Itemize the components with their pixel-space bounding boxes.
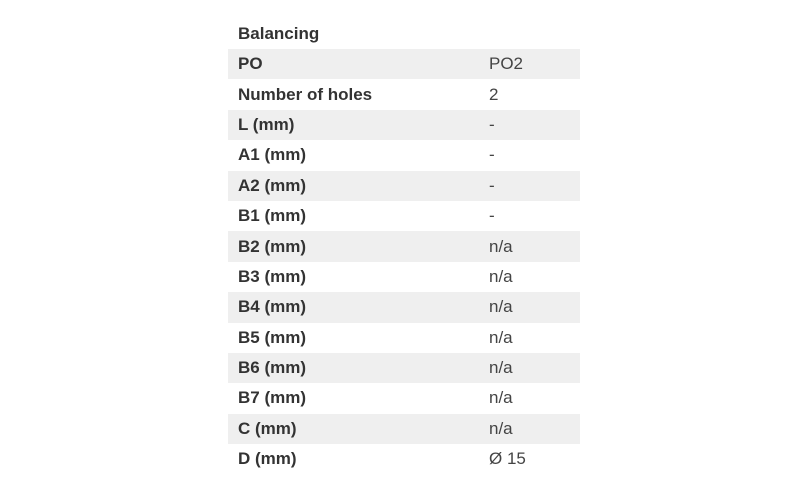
balancing-spec-table (228, 19, 580, 474)
row-value: n/a (489, 327, 513, 347)
row-label: A1 (mm) (238, 145, 307, 165)
table-row-b2 (228, 231, 580, 261)
row-label: B1 (mm) (238, 206, 307, 226)
row-value: n/a (489, 388, 513, 408)
row-label: L (mm) (238, 114, 295, 134)
table-row-b4 (228, 292, 580, 322)
table-row-d (228, 444, 580, 474)
row-label: A2 (mm) (238, 175, 307, 195)
section-title: Balancing (238, 24, 320, 43)
row-label: B7 (mm) (238, 388, 307, 408)
row-label: B3 (mm) (238, 266, 307, 286)
row-value: - (489, 175, 495, 195)
table-row-b6 (228, 353, 580, 383)
table-row-a1 (228, 140, 580, 170)
row-label: B4 (mm) (238, 297, 307, 317)
row-label: PO (238, 54, 263, 74)
row-value: n/a (489, 358, 513, 378)
table-row-a2 (228, 171, 580, 201)
row-label: Number of holes (238, 84, 373, 104)
row-value: n/a (489, 297, 513, 317)
table-row-b7 (228, 383, 580, 413)
row-label: B5 (mm) (238, 327, 307, 347)
table-row-number-of-holes (228, 79, 580, 109)
row-value: - (489, 206, 495, 226)
row-value: PO2 (489, 54, 524, 74)
table-row-b5 (228, 323, 580, 353)
table-row-b3 (228, 262, 580, 292)
row-label: D (mm) (238, 449, 297, 469)
row-value: 2 (489, 84, 499, 104)
row-label: B6 (mm) (238, 358, 307, 378)
table-row-l (228, 110, 580, 140)
table-row-po (228, 49, 580, 79)
row-value: n/a (489, 418, 513, 438)
row-value: - (489, 114, 495, 134)
row-value: Ø 15 (489, 449, 526, 469)
row-label: C (mm) (238, 418, 297, 438)
table-row-b1 (228, 201, 580, 231)
row-label: B2 (mm) (238, 236, 307, 256)
row-value: n/a (489, 266, 513, 286)
row-value: n/a (489, 236, 513, 256)
table-row-c (228, 414, 580, 444)
row-value: - (489, 145, 495, 165)
